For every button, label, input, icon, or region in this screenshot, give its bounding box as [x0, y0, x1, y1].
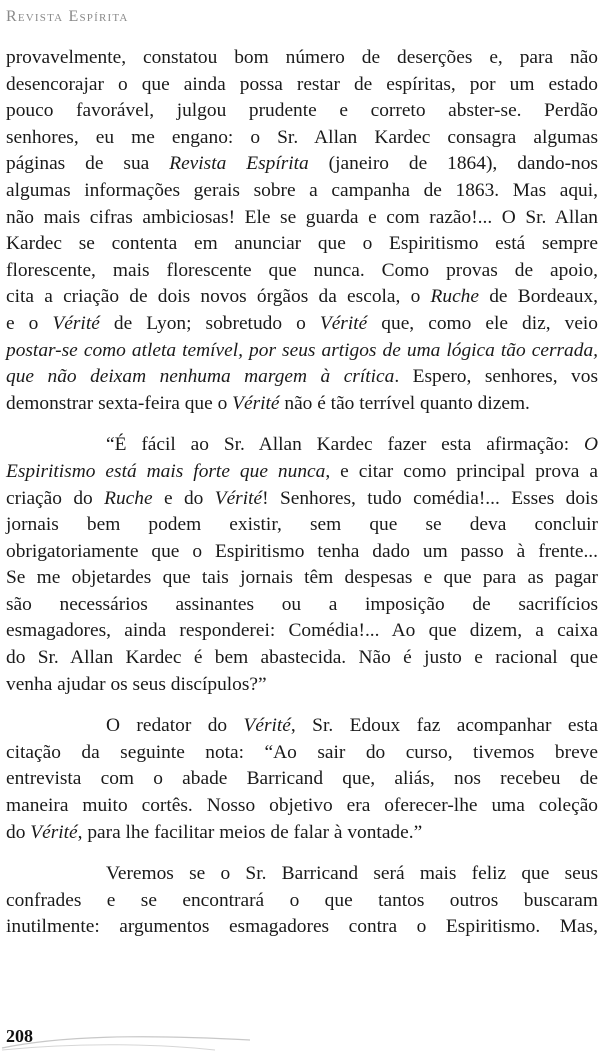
footer-swoosh-ornament: [0, 1026, 260, 1056]
text-run: do: [6, 821, 31, 843]
text-line: [6, 565, 598, 592]
italic-text-run: Vérité: [30, 821, 78, 843]
paragraph: [6, 861, 598, 941]
text-run: citação da seguinte nota: “Ao sair do curso, tivemos breve: [6, 741, 598, 763]
running-title: Revista Espírita: [6, 8, 129, 25]
text-line: [6, 311, 598, 338]
page-number: 208: [6, 1026, 33, 1046]
text-run: e do: [152, 487, 215, 509]
text-line: [6, 284, 598, 311]
text-run: ! Senhores, tudo comédia!... Esses dois: [262, 487, 598, 509]
text-run: que, como ele diz, veio: [367, 312, 599, 334]
text-line: [6, 125, 598, 152]
text-run: páginas de sua: [6, 153, 170, 175]
text-run: florescente, mais florescente que nunca. Como provas de apoio,: [6, 259, 598, 281]
text-run: de Bordeaux,: [478, 286, 598, 308]
text-run: cita a criação de dois novos órgãos da escola, o: [6, 286, 431, 308]
text-run: confrades e se encontrará o que tantos outros buscaram: [6, 889, 598, 911]
paragraph-gap: [6, 698, 598, 713]
text-line: [6, 793, 598, 820]
text-line: [6, 231, 598, 258]
text-run: inutilmente: argumentos esmagadores contra o Espiritismo. Mas,: [6, 916, 598, 938]
text-run: jornais bem podem existir, sem que se deva concluir: [6, 514, 598, 536]
text-run: , para lhe facilitar meios de falar à vontade.”: [77, 821, 423, 843]
text-run: , Sr. Edoux faz acompanhar esta: [290, 715, 599, 737]
text-run: esmagadores, ainda responderei: Comédia!... Ao que dizem, a caixa: [6, 620, 598, 642]
text-run: obrigatoriamente que o Espiritismo tenha dado um passo à frente...: [6, 540, 598, 562]
text-run: O redator do: [106, 715, 244, 737]
italic-text-run: Revista Espírita: [169, 153, 309, 175]
text-line: [6, 391, 598, 418]
text-line: [6, 151, 598, 178]
text-run: pouco favorável, julgou prudente e correto abster-se. Perdão: [6, 100, 598, 122]
paragraph: [6, 432, 598, 698]
text-line: [6, 338, 598, 365]
text-line: [6, 486, 598, 513]
text-run: Kardec se contenta em anunciar que o Espiritismo está sempre: [6, 233, 598, 255]
text-run: demonstrar sexta-feira que o: [6, 392, 233, 414]
text-line: [6, 72, 598, 99]
text-line: [6, 205, 598, 232]
text-line: [6, 645, 598, 672]
text-line: [6, 512, 598, 539]
italic-text-run: Vérité: [243, 715, 291, 737]
text-line: [6, 888, 598, 915]
paragraph: [6, 713, 598, 846]
text-line: [6, 98, 598, 125]
text-run: Veremos se o Sr. Barricand será mais feliz que seus: [106, 863, 598, 885]
text-run: de Lyon; sobretudo o: [99, 312, 320, 334]
italic-text-run: Vérité: [319, 312, 368, 334]
text-run: Se me objetardes que tais jornais têm despesas e que para as pagar: [6, 567, 598, 589]
text-run: maneira muito cortês. Nosso objetivo era oferecer-lhe uma coleção: [6, 795, 598, 817]
body-text: [6, 45, 598, 941]
text-line: [6, 672, 598, 699]
text-run: são necessários assinantes ou a imposição de sacrifícios: [6, 593, 598, 615]
text-line: [6, 713, 598, 740]
text-run: entrevista com o abade Barricand que, aliás, nos recebeu de: [6, 768, 598, 790]
text-line: [6, 820, 598, 847]
text-run: algumas informações gerais sobre a campanha de 1863. Mas aqui,: [6, 179, 598, 201]
italic-text-run: Vérité: [52, 312, 100, 334]
text-line: [6, 178, 598, 205]
italic-text-run: Ruche: [430, 286, 479, 308]
italic-text-run: Vérité: [214, 487, 263, 509]
italic-text-run: Vérité: [232, 392, 280, 414]
text-run: não mais cifras ambiciosas! Ele se guarda e com razão!... O Sr. Allan: [6, 206, 598, 228]
text-run: do Sr. Allan Kardec é bem abastecida. Não é justo e racional que: [6, 647, 598, 669]
text-run: “É fácil ao Sr. Allan Kardec fazer esta afirmação:: [106, 434, 584, 456]
text-run: criação do: [6, 487, 105, 509]
text-run: , e citar como principal prova a: [325, 460, 598, 482]
text-run: venha ajudar os seus discípulos?”: [6, 673, 267, 695]
text-line: [6, 459, 598, 486]
text-line: [6, 618, 598, 645]
text-line: [6, 914, 598, 941]
text-line: [6, 432, 598, 459]
paragraph-gap: [6, 846, 598, 861]
italic-text-run: Ruche: [104, 487, 153, 509]
text-line: [6, 592, 598, 619]
text-run: . Espero, senhores, vos: [394, 366, 598, 388]
paragraph-gap: [6, 417, 598, 432]
italic-text-run: postar-se como atleta temível, por seus artigos de uma lógica tão cerrada,: [6, 339, 598, 361]
italic-text-run: Espiritismo está mais forte que nunca: [6, 460, 326, 482]
paragraph: [6, 45, 598, 417]
text-run: provavelmente, constatou bom número de deserções e, para não: [6, 47, 598, 68]
text-line: [6, 740, 598, 767]
text-line: [6, 258, 598, 285]
italic-text-run: que não deixam nenhuma margem à crítica: [6, 366, 395, 388]
text-run: desencorajar o que ainda possa restar de espíritas, por um estado: [6, 73, 598, 95]
text-line: [6, 364, 598, 391]
italic-text-run: O: [583, 434, 598, 456]
text-run: e o: [6, 312, 53, 334]
text-line: [6, 766, 598, 793]
text-line: [6, 539, 598, 566]
text-line: [6, 45, 598, 72]
text-run: não é tão terrível quanto dizem.: [279, 392, 530, 414]
text-run: (janeiro de 1864), dando-nos: [308, 153, 598, 175]
text-line: [6, 861, 598, 888]
text-run: senhores, eu me engano: o Sr. Allan Kardec consagra algumas: [6, 126, 598, 148]
